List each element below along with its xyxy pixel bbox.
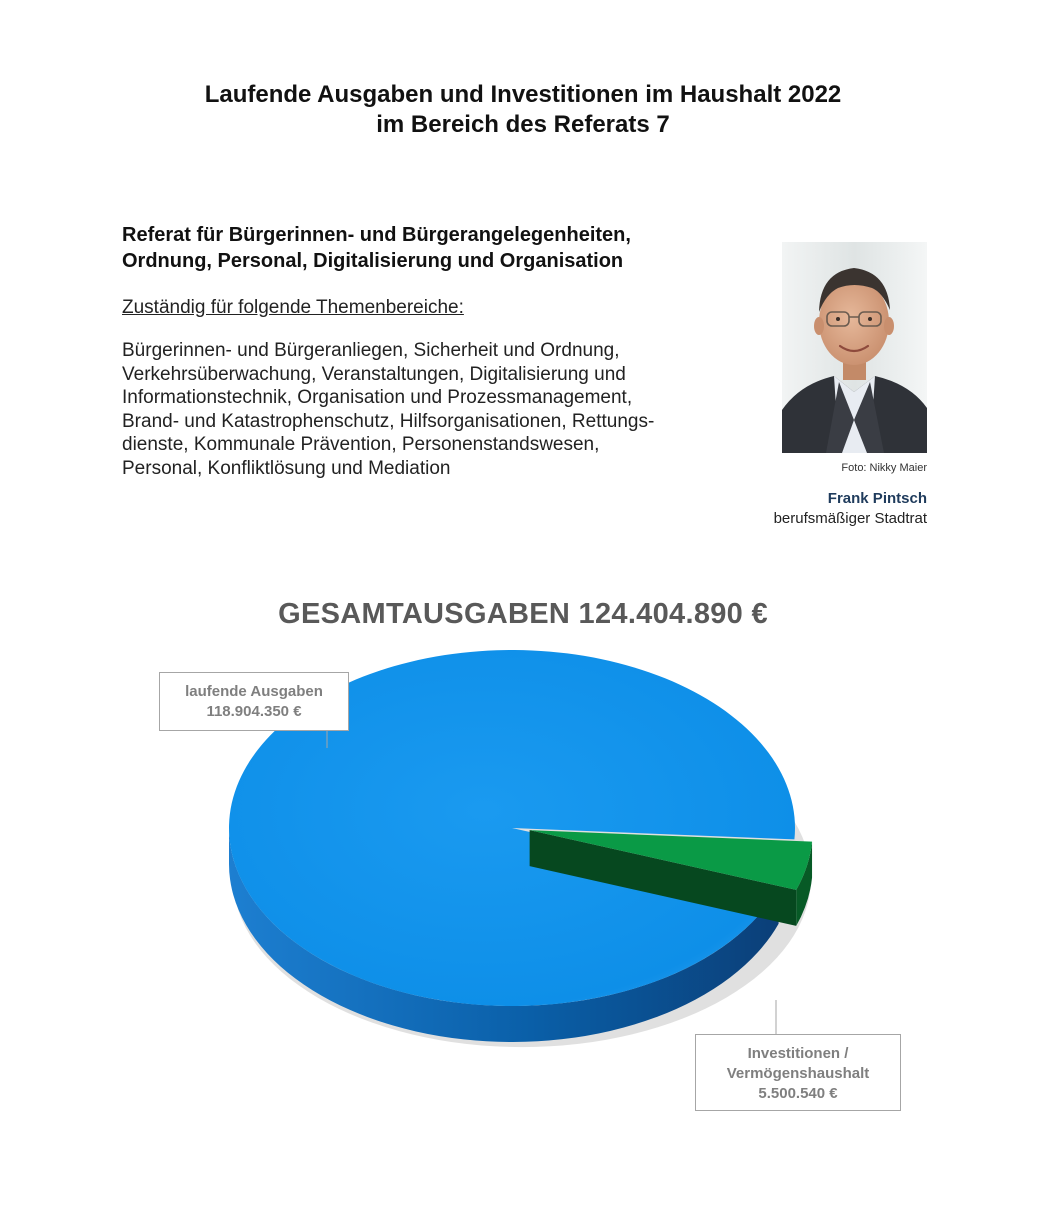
callout-operating-value: 118.904.350 € — [206, 703, 302, 720]
person-name: Frank Pintsch — [827, 490, 927, 507]
callout-investments — [695, 1034, 901, 1111]
page-title-line-2: im Bereich des Referats 7 — [376, 111, 670, 138]
responsibility-label: Zuständig für folgende Themenbereiche: — [122, 297, 464, 318]
callout-operating-label: laufende Ausgaben — [185, 683, 323, 700]
topics-line: Informationstechnik, Organisation und Prozessmanagement, — [122, 387, 633, 409]
callout-invest-label-line-2: Vermögenshaushalt — [726, 1065, 870, 1082]
person-role: berufsmäßiger Stadtrat — [773, 510, 927, 527]
photo-credit: Foto: Nikky Maier — [841, 462, 927, 474]
department-heading-line-2: Ordnung, Personal, Digitalisierung und Organisation — [122, 250, 624, 272]
topics-line: Verkehrsüberwachung, Veranstaltungen, Digitalisierung und — [122, 363, 626, 385]
topics-line: Bürgerinnen- und Bürgeranliegen, Sicherheit und Ordnung, — [122, 340, 620, 361]
topics-line: dienste, Kommunale Prävention, Personenstandswesen, — [122, 434, 600, 456]
page-title-line-1: Laufende Ausgaben und Investitionen im Haushalt 2022 — [204, 81, 842, 108]
topics-line: Personal, Konfliktlösung und Mediation — [122, 457, 451, 479]
chart-title: GESAMTAUSGABEN 124.404.890 € — [278, 598, 768, 630]
department-heading-line-1: Referat für Bürgerinnen- und Bürgerangelegenheiten, — [122, 224, 631, 246]
callout-invest-label-line-1: Investitionen / — [747, 1045, 849, 1062]
callout-invest-value: 5.500.540 € — [758, 1085, 838, 1102]
callout-operating-expenses — [159, 672, 349, 731]
topics-line: Brand- und Katastrophenschutz, Hilfsorganisationen, Rettungs- — [122, 410, 655, 432]
